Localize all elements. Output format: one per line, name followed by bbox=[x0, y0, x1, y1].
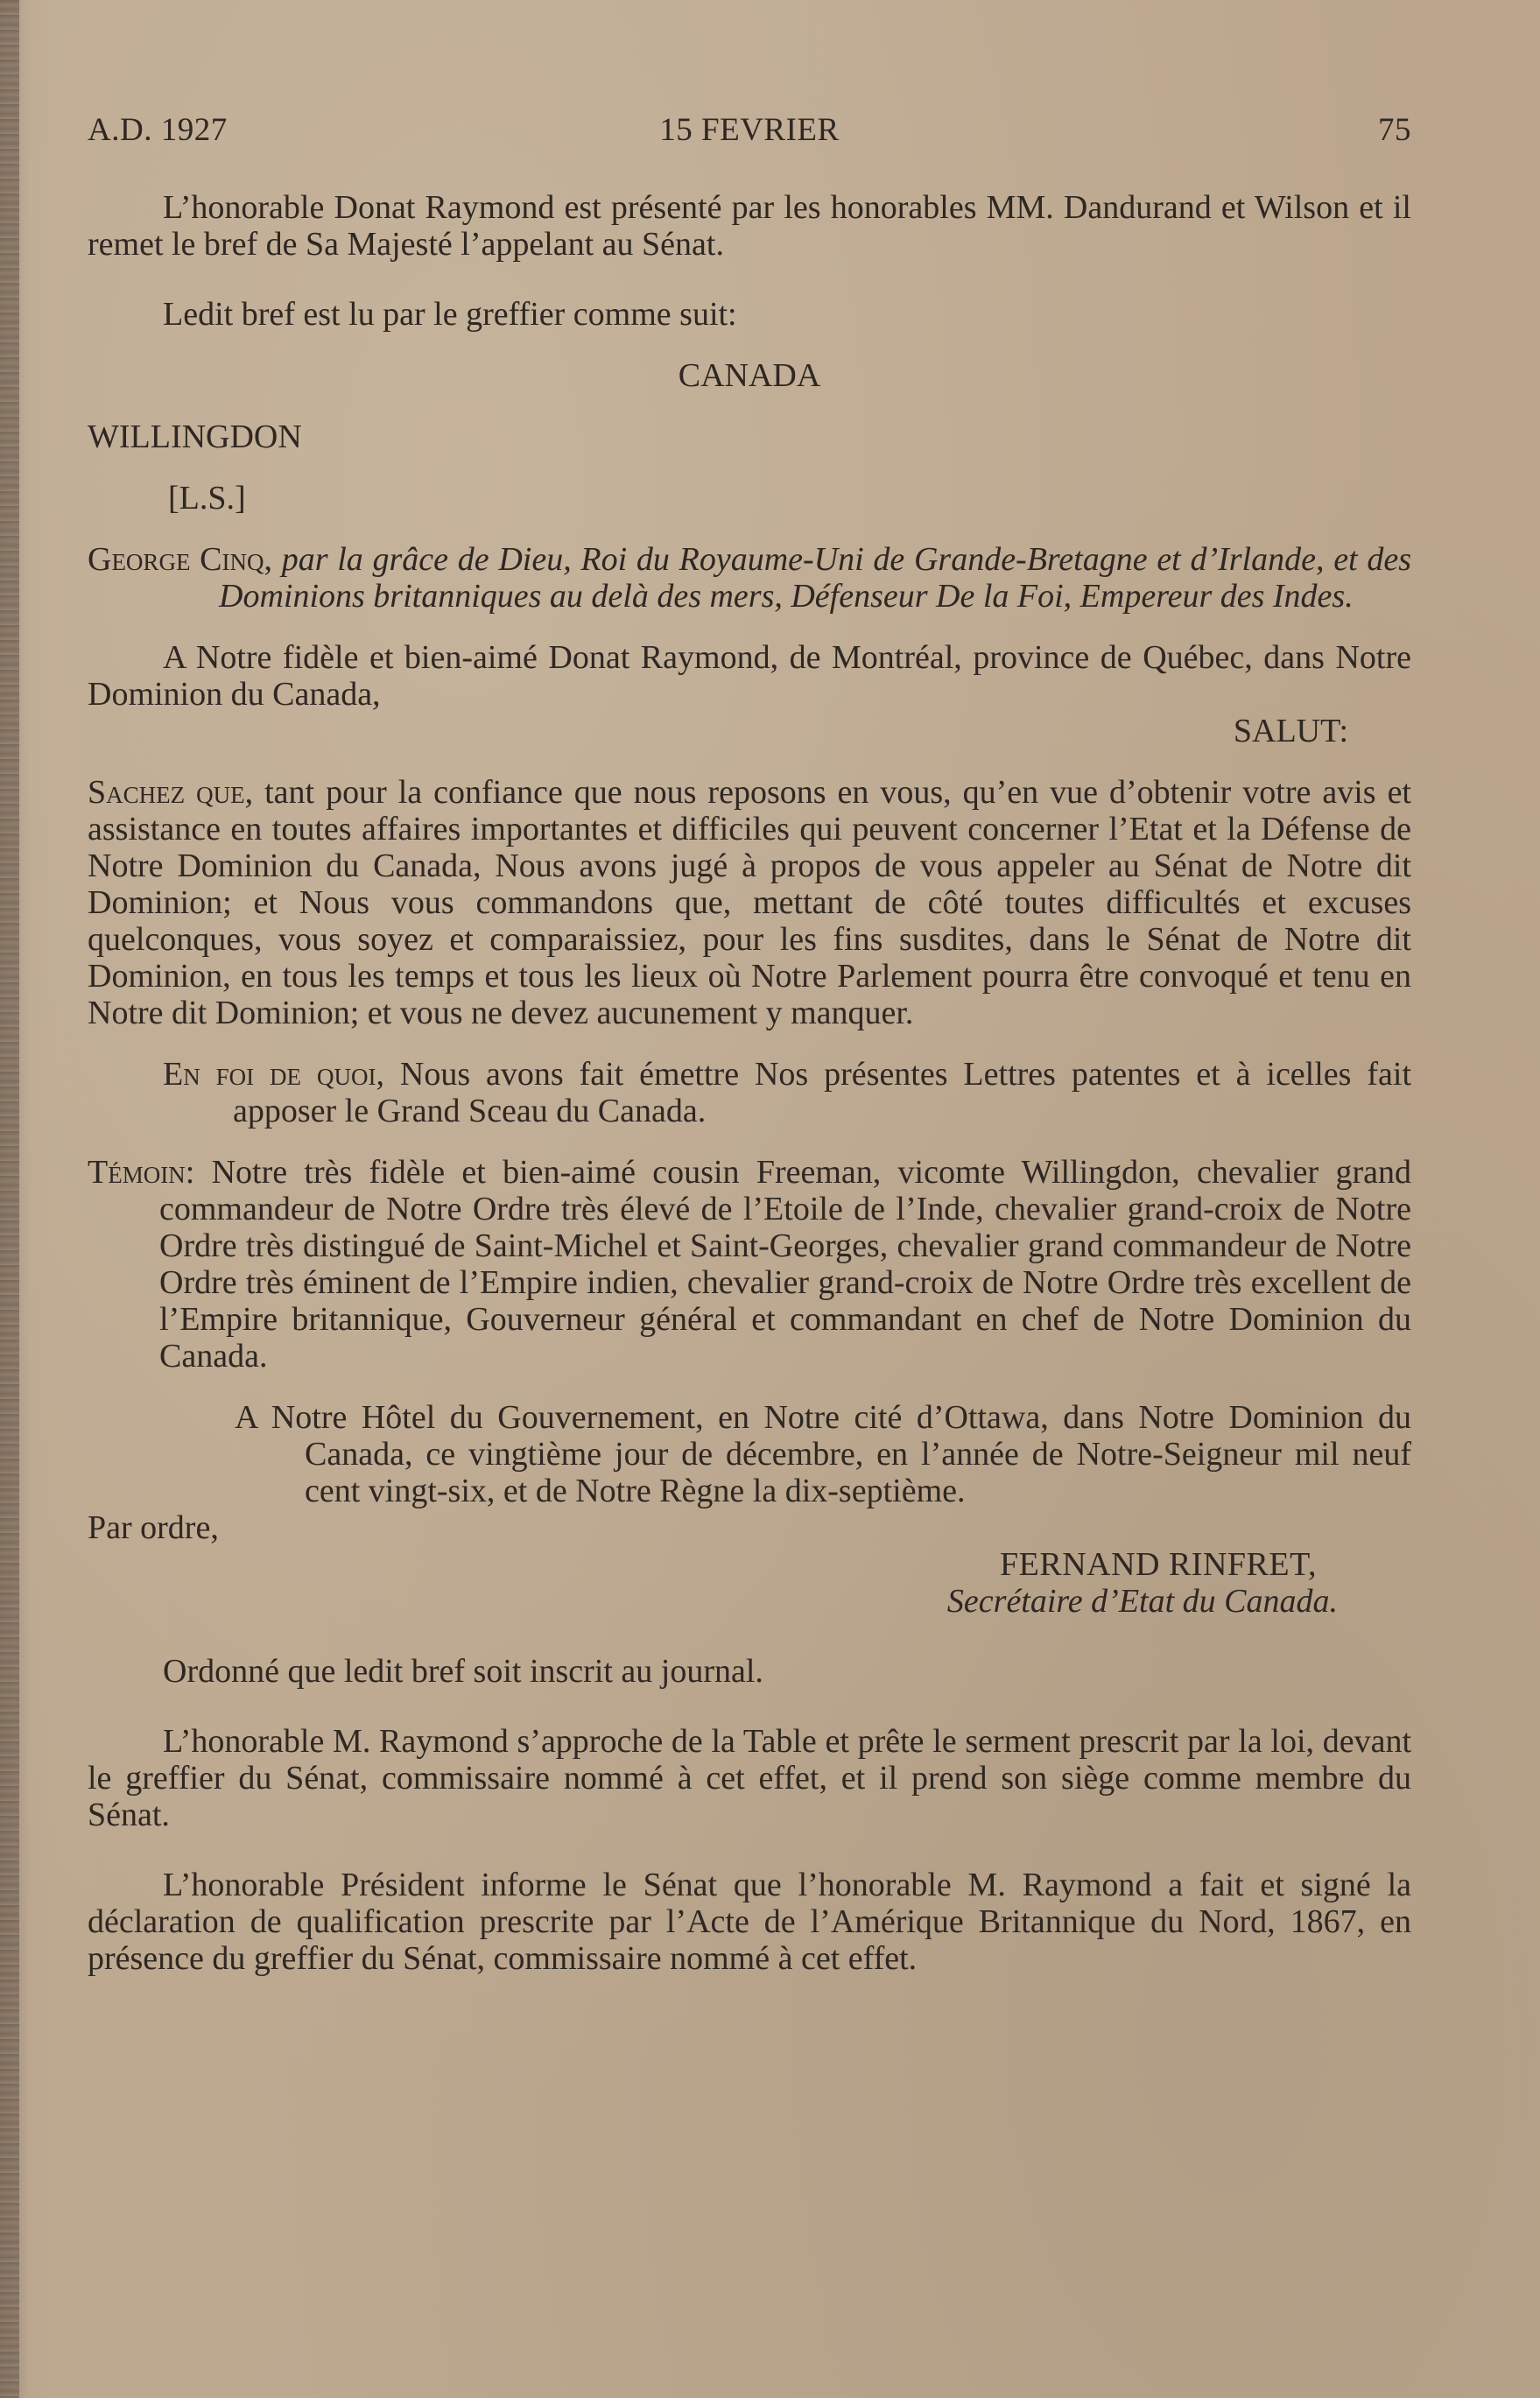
signatory-name: FERNAND RINFRET, bbox=[1000, 1546, 1317, 1583]
sachez-text: tant pour la confiance que nous reposons en vous, qu’en vue d’obtenir votre avis et assistance en toutes affaires importantes et difficiles qui peuvent concerner l’Etat et la Défense de Notre Dominion du Canada, Nous avons jugé à propos de vous appeler au Sénat de Notre dit Dominion; et Nous vous commandons que, mettant de côté toutes difficultés et excuses quelconques, vous soyez et comparaissiez, pour les fins susdites, dans le Sénat de Notre dit Dominion, en tous les temps et tous les lieux où Notre Parlement pourra être convoqué et tenu en Notre dit Dominion; et vous ne devez aucunement y manquer. bbox=[88, 774, 1411, 1031]
writ-dated: A Notre Hôtel du Gouvernement, en Notre cité d’Ottawa, dans Notre Dominion du Canada, ce vingtième jour de décembre, en l’année de Notre-Seigneur mil neuf cent vingt-six, et de Notre Règne la dix-septième. bbox=[235, 1399, 1411, 1509]
paragraph-ordonne: Ordonné que ledit bref soit inscrit au journal. bbox=[163, 1653, 763, 1690]
running-header bbox=[88, 112, 1411, 156]
sachez-lead: Sachez que, bbox=[88, 774, 254, 811]
par-ordre: Par ordre, bbox=[88, 1509, 219, 1546]
writ-sachez bbox=[88, 774, 1411, 1031]
header-date: 15 FEVRIER bbox=[659, 112, 840, 148]
book-spine-edge bbox=[0, 0, 19, 2398]
text-column bbox=[88, 112, 1411, 1977]
writ-address: A Notre fidèle et bien-aimé Donat Raymond, de Montréal, province de Québec, dans Notre Dominion du Canada, bbox=[88, 639, 1411, 713]
foi-lead: En foi de quoi, bbox=[163, 1056, 384, 1093]
writ-temoin bbox=[88, 1154, 1411, 1375]
king-name: George Cinq, bbox=[88, 541, 272, 578]
temoin-lead: Témoin: bbox=[88, 1154, 195, 1191]
foi-text: Nous avons fait émettre Nos présentes Lettres patentes et à icelles fait apposer le Grand Sceau du Canada. bbox=[233, 1056, 1411, 1129]
paragraph-president: L’honorable Président informe le Sénat que l’honorable M. Raymond a fait et signé la déclaration de qualification prescrite par l’Acte de l’Amérique Britannique du Nord, 1867, en présence du greffier du Sénat, commissaire nommé à cet effet. bbox=[88, 1867, 1411, 1977]
writ-king-titles bbox=[88, 541, 1411, 615]
writ-country: CANADA bbox=[678, 357, 821, 394]
paragraph-presentation: L’honorable Donat Raymond est présenté par les honorables MM. Dandurand et Wilson et il remet le bref de Sa Majesté l’appelant au Sénat. bbox=[88, 189, 1411, 263]
paragraph-serment: L’honorable M. Raymond s’approche de la Table et prête le serment prescrit par la loi, devant le greffier du Sénat, commissaire nommé à cet effet, et il prend son siège comme membre du Sénat. bbox=[88, 1723, 1411, 1833]
writ-governor: WILLINGDON bbox=[88, 418, 302, 455]
writ-salut: SALUT: bbox=[1233, 713, 1348, 749]
page-number: 75 bbox=[1378, 112, 1411, 148]
writ-en-foi bbox=[88, 1056, 1411, 1129]
writ-seal: [L.S.] bbox=[168, 480, 246, 517]
header-year: A.D. 1927 bbox=[88, 112, 228, 148]
signatory-title: Secrétaire d’Etat du Canada. bbox=[946, 1583, 1338, 1620]
paragraph-reading: Ledit bref est lu par le greffier comme suit: bbox=[163, 296, 737, 333]
temoin-text: Notre très fidèle et bien-aimé cousin Freeman, vicomte Willingdon, chevalier grand commandeur de Notre Ordre très élevé de l’Etoile de l’Inde, chevalier grand-croix de Notre Ordre très distingué de Saint-Michel et Saint-Georges, chevalier grand commandeur de Notre Ordre très éminent de l’Empire indien, chevalier grand-croix de Notre Ordre très excellent de l’Empire britannique, Gouverneur général et commandant en chef de Notre Dominion du Canada. bbox=[159, 1154, 1412, 1375]
king-titles: par la grâce de Dieu, Roi du Royaume-Uni de Grande-Bretagne et d’Irlande, et des Dominions britanniques au delà des mers, Défenseur De la Foi, Empereur des Indes. bbox=[219, 541, 1411, 615]
